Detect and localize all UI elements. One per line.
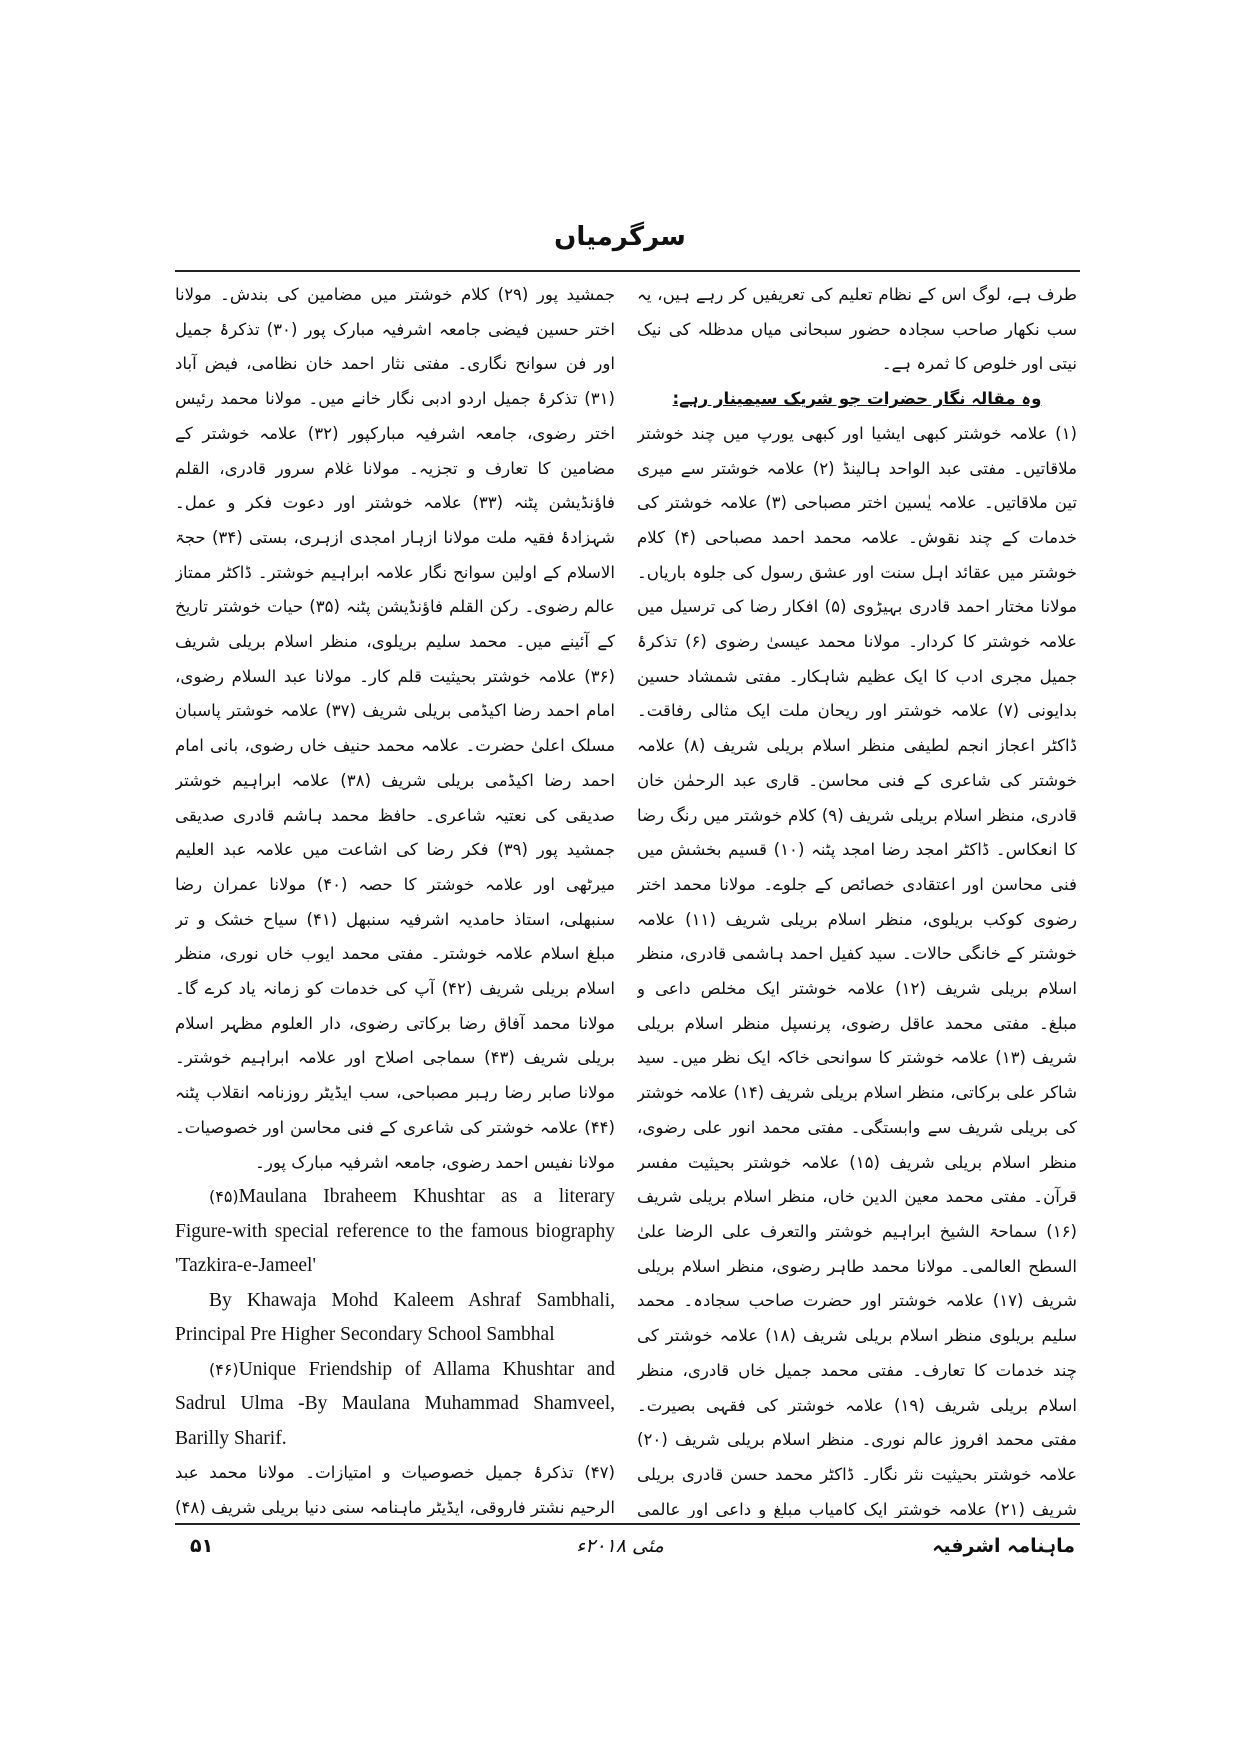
footer-divider: [175, 1523, 1080, 1525]
page-number: ۵۱: [190, 1535, 214, 1557]
section-subheading: وہ مقالہ نگار حضرات جو شریک سیمینار رہے:: [672, 389, 1042, 409]
entry-text: By Khawaja Mohd Kaleem Ashraf Sambhali, Principal Pre Higher Secondary School Sambhal: [175, 1289, 615, 1346]
english-entry: [175, 1180, 615, 1284]
magazine-name: ماہنامہ اشرفیہ: [932, 1535, 1075, 1557]
entry-number: (۴۵): [209, 1187, 239, 1207]
left-column: [175, 278, 615, 1518]
paragraph: طرف ہے، لوگ اس کے نظام تعلیم کی تعریفیں کر رہے ہیں، یہ سب نکھار صاحب سجادہ حضور سبحانی میاں مدظلہ کی نیک نیتی اور خلوص کا ثمرہ ہے۔: [637, 285, 1077, 374]
paragraph: (۱) علامہ خوشتر کبھی ایشیا اور کبھی یورپ میں چند خوشتر ملاقاتیں۔ مفتی عبد الواحد ہالینڈ (۲) علامہ خوشتر سے میری تین ملاقاتیں۔ علامہ یٰسین اختر مصباحی (۳) علامہ خوشتر کی خدمات کے چند نقوش۔ علامہ محمد احمد مصباحی (۴) کلام خوشتر میں عقائد اہل سنت اور عشق رسول کی جلوہ باریاں۔ مولانا مختار احمد قادری بہیڑوی (۵) افکار رضا کی ترسیل میں علامہ خوشتر کا کردار۔ مولانا محمد عیسیٰ رضوی (۶) تذکرۂ جمیل مجری ادب کا ایک عظیم شاہکار۔ مفتی شمشاد حسین بدایونی (۷) علامہ خوشتر اور ریحان ملت ایک مثالی رفاقت۔ ڈاکٹر اعجاز انجم لطیفی منظر اسلام بریلی شریف (۸) علامہ خوشتر کی شاعری کے فنی محاسن۔ قاری عبد الرحمٰن خان قادری، منظر اسلام بریلی شریف (۹) کلام خوشتر میں رنگ رضا کا انعکاس۔ ڈاکٹر امجد رضا امجد پٹنہ (۱۰) قسیم بخشش میں فنی محاسن اور اعتقادی خصائص کے جلوے۔ مولانا محمد اختر رضوی کوکب بریلوی، منظر اسلام بریلی شریف (۱۱) علامہ خوشتر کے خانگی حالات۔ سید کفیل احمد ہاشمی قادری، منظر اسلام بریلی شریف (۱۲) علامہ خوشتر ایک مخلص داعی و مبلغ۔ مفتی محمد عاقل رضوی، پرنسپل منظر اسلام بریلی شریف (۱۳) علامہ خوشتر کا سوانحی خاکہ ایک نظر میں۔ سید شاکر علی برکاتی، منظر اسلام بریلی شریف (۱۴) علامہ خوشتر کی بریلی شریف سے وابستگی۔ مفتی محمد انور علی رضوی، منظر اسلام بریلی شریف (۱۵) علامہ خوشتر بحیثیت مفسر قرآن۔ مفتی محمد معین الدین خاں، منظر اسلام بریلی شریف (۱۶) سماحۃ الشیخ ابراہیم خوشتر والتعرف علی الرضا علیٰ السطح العالمی۔ مولانا محمد طاہر رضوی، منظر اسلام بریلی شریف (۱۷) علامہ خوشتر اور حضرت صاحب سجادہ۔ محمد سلیم بریلوی منظر اسلام بریلی شریف (۱۸) علامہ خوشتر کی چند خدمات کا تعارف۔ مفتی محمد جمیل خاں قادری، منظر اسلام بریلی شریف (۱۹) علامہ خوشتر کی فقہی بصیرت۔ مفتی محمد افروز عالم نوری۔ منظر اسلام بریلی شریف (۲۰) علامہ خوشتر بحیثیت نثر نگار۔ ڈاکٹر محمد حسن قادری بریلی شریف (۲۱) علامہ خوشتر ایک کامیاب مبلغ و داعی اور عالمی: [637, 423, 1077, 1518]
header-divider: [175, 270, 1080, 272]
entry-number: (۴۶): [209, 1359, 239, 1379]
page-title: سرگرمیاں: [554, 222, 686, 252]
paragraph: (۴۷) تذکرۂ جمیل خصوصیات و امتیازات۔ مولانا محمد عبد الرحیم نشتر فاروقی، ایڈیٹر ماہنامہ سنی دنیا بریلی شریف (۴۸): [175, 1463, 615, 1517]
paragraph: جمشید پور (۲۹) کلام خوشتر میں مضامین کی بندش۔ مولانا اختر حسین فیضی جامعہ اشرفیہ مبارک پور (۳۰) تذکرۂ جمیل اور فن سوانح نگاری۔ مفتی نثار احمد خان نظامی، فیض آباد (۳۱) تذکرۂ جمیل اردو ادبی نگار خانے میں۔ مولانا محمد رئیس اختر رضوی، جامعہ اشرفیہ مبارکپور (۳۲) علامہ خوشتر کے مضامین کا تعارف و تجزیہ۔ مولانا غلام سرور قادری، القلم فاؤنڈیشن پٹنہ (۳۳) علامہ خوشتر اور دعوت فکر و عمل۔ شہزادۂ فقیہ ملت مولانا ازہار امجدی ازہری، بستی (۳۴) حجۃ الاسلام کے اولین سوانح نگار علامہ ابراہیم خوشتر۔ ڈاکٹر ممتاز عالم رضوی۔ رکن القلم فاؤنڈیشن پٹنہ (۳۵) حیات خوشتر تاریخ کے آئینے میں۔ محمد سلیم بریلوی، منظر اسلام بریلی شریف (۳۶) علامہ خوشتر بحیثیت قلم کار۔ مولانا عبد السلام رضوی، امام احمد رضا اکیڈمی بریلی شریف (۳۷) علامہ خوشتر پاسبان مسلک اعلیٰ حضرت۔ علامہ محمد حنیف خاں رضوی، بانی امام احمد رضا اکیڈمی بریلی شریف (۳۸) علامہ ابراہیم خوشتر صدیقی کی نعتیہ شاعری۔ حافظ محمد ہاشم قادری صدیقی جمشید پور (۳۹) فکر رضا کی اشاعت میں علامہ عبد العلیم میرٹھی اور علامہ خوشتر کا حصہ (۴۰) مولانا عمران رضا سنبھلی، استاذ حامدیہ اشرفیہ سنبھل (۴۱) سیاح خشک و تر مبلغ اسلام علامہ خوشتر۔ مفتی محمد ایوب خاں نوری، منظر اسلام بریلی شریف (۴۲) آپ کی خدمات کو زمانہ یاد کرے گا۔ مولانا محمد آفاق رضا برکاتی رضوی، دار العلوم مظہر اسلام بریلی شریف (۴۳) سماجی اصلاح اور علامہ ابراہیم خوشتر۔ مولانا صابر رضا رہبر مصباحی، سب ایڈیٹر روزنامہ انقلاب پٹنہ (۴۴) علامہ خوشتر کی شاعری کے فنی محاسن اور خصوصیات۔ مولانا نفیس احمد رضوی، جامعہ اشرفیہ مبارک پور۔: [175, 285, 615, 1172]
right-column: [637, 278, 1077, 1518]
english-entry: [175, 1284, 615, 1353]
entry-text: Maulana Ibraheem Khushtar as a literary Figure-with special reference to the famous biography 'Tazkira-e-Jameel': [175, 1186, 615, 1277]
entry-text: Unique Friendship of Allama Khushtar and Sadrul Ulma -By Maulana Muhammad Shamveel, Barilly Sharif.: [175, 1358, 615, 1449]
issue-date: مئی ۲۰۱۸ء: [576, 1535, 664, 1557]
english-entry: [175, 1353, 615, 1457]
